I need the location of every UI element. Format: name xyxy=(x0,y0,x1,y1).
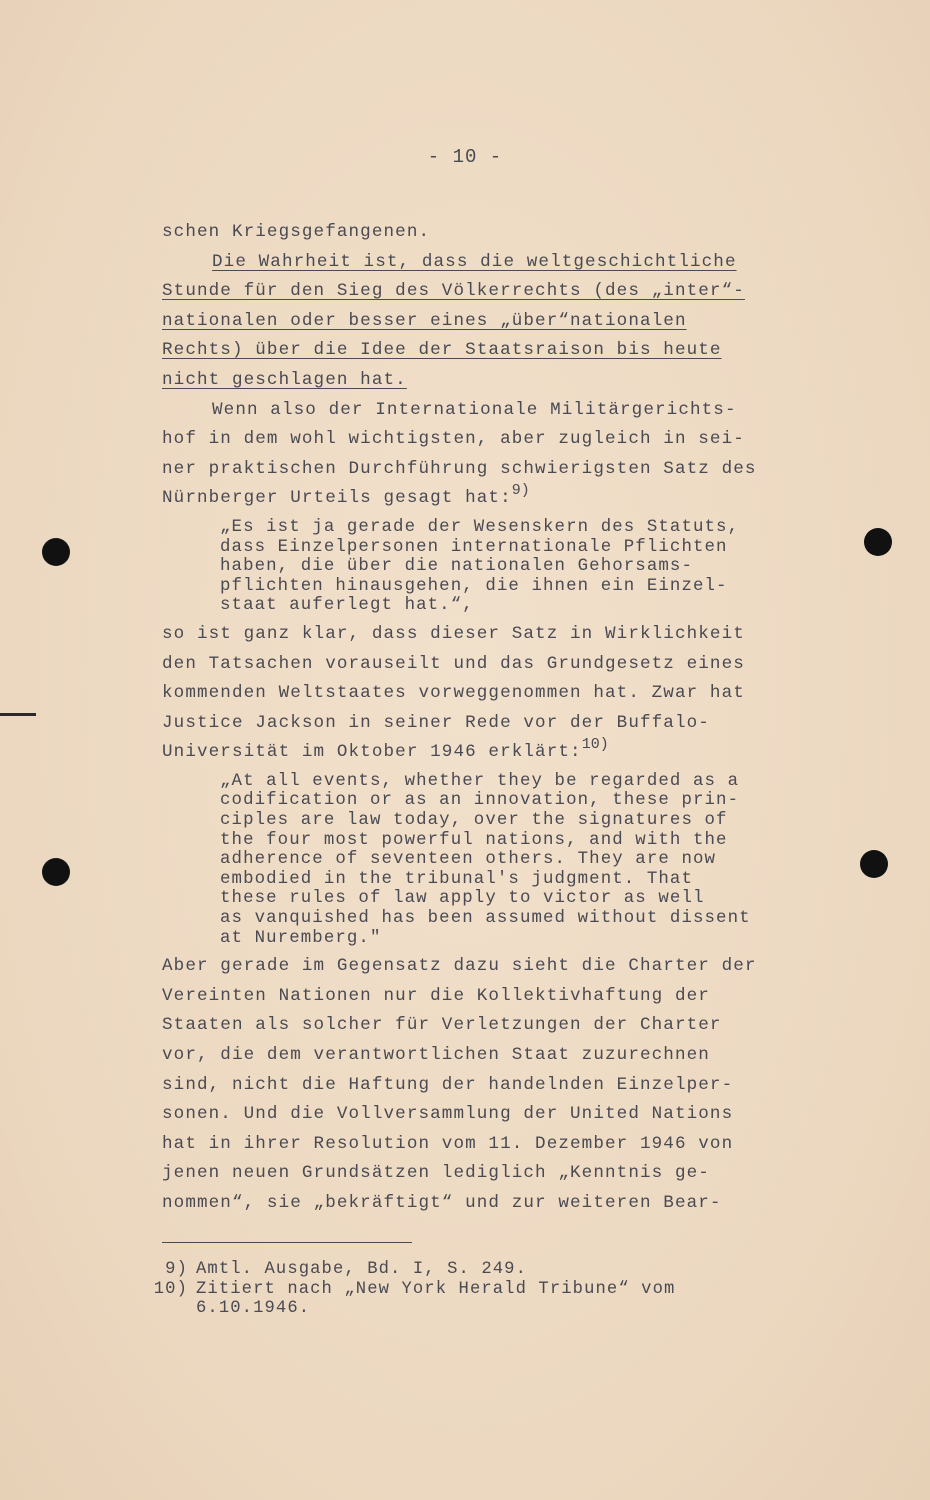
paragraph-3 xyxy=(162,396,772,514)
footnote-number: 9) xyxy=(165,1260,188,1279)
footnote-ref-9: 9) xyxy=(511,482,530,500)
paragraph-4 xyxy=(162,620,772,768)
paragraph-2-underlined: Die Wahrheit ist, dass die weltgeschichtliche Stunde für den Sieg des Völkerrechts (des „inter“- nationalen oder besser eines „über“nationalen Rechts) über die Idee der Staatsraison bis heute nicht geschlagen hat. xyxy=(162,251,745,390)
page-number: - 10 - xyxy=(427,146,503,168)
margin-mark xyxy=(0,713,36,716)
footnote-divider xyxy=(162,1242,412,1243)
footnote-9 xyxy=(150,1260,790,1280)
punch-hole-right-top xyxy=(864,528,892,556)
footnotes xyxy=(150,1260,790,1319)
document-body xyxy=(162,218,772,1219)
footnote-text: Zitiert nach „New York Herald Tribune“ vom 6.10.1946. xyxy=(196,1279,676,1319)
footnote-10 xyxy=(150,1280,790,1319)
paragraph-4-text: so ist ganz klar, dass dieser Satz in Wirklichkeit den Tatsachen vorauseilt und das Grundgesetz eines kommenden Weltstaates vorweggenommen hat. Zwar hat Justice Jackson in seiner Rede vor der Buffalo- Universität im Oktober 1946 erklärt: xyxy=(162,623,745,763)
paragraph-3-text: Wenn also der Internationale Militärgerichts- hof in dem wohl wichtigsten, aber zugleich in sei- ner praktischen Durchführung schwierigsten Satz des Nürnberger Urteils gesagt hat: xyxy=(162,399,757,509)
paragraph-1: schen Kriegsgefangenen. xyxy=(162,222,431,242)
punch-hole-left-bottom xyxy=(42,858,70,886)
paragraph-5: Aber gerade im Gegensatz dazu sieht die Charter der Vereinten Nationen nur die Kollektivhaftung der Staaten als solcher für Verletzungen der Charter vor, die dem verantwortlichen Staat zuzurechnen sind, nicht die Haftung der handelnden Einzelper- sonen. Und die Vollversammlung der United Nations hat in ihrer Resolution vom 11. Dezember 1946 von jenen neuen Grundsätzen lediglich „Kenntnis ge- nommen“, sie „bekräftigt“ und zur weiteren Bear- xyxy=(162,956,757,1213)
footnote-ref-10: 10) xyxy=(581,736,609,754)
punch-hole-left-top xyxy=(42,538,70,566)
footnote-text: Amtl. Ausgabe, Bd. I, S. 249. xyxy=(196,1260,528,1279)
footnote-number: 10) xyxy=(153,1279,188,1299)
quote-statute: „Es ist ja gerade der Wesenskern des Statuts, dass Einzelpersonen internationale Pflichten haben, die über die nationalen Gehorsams- pflichten hinausgehen, die ihnen ein Einzel- staat auferlegt hat.“, xyxy=(220,517,740,616)
punch-hole-right-bottom xyxy=(860,850,888,878)
quote-jackson: „At all events, whether they be regarded as a codification or as an innovation, these prin- ciples are law today, over the signatures of the four most powerful nations, and with the adherence of seventeen others. They are now embodied in the tribunal's judgment. That these rules of law apply to victor as well as vanquished has been assumed without dissent at Nuremberg." xyxy=(220,771,751,948)
